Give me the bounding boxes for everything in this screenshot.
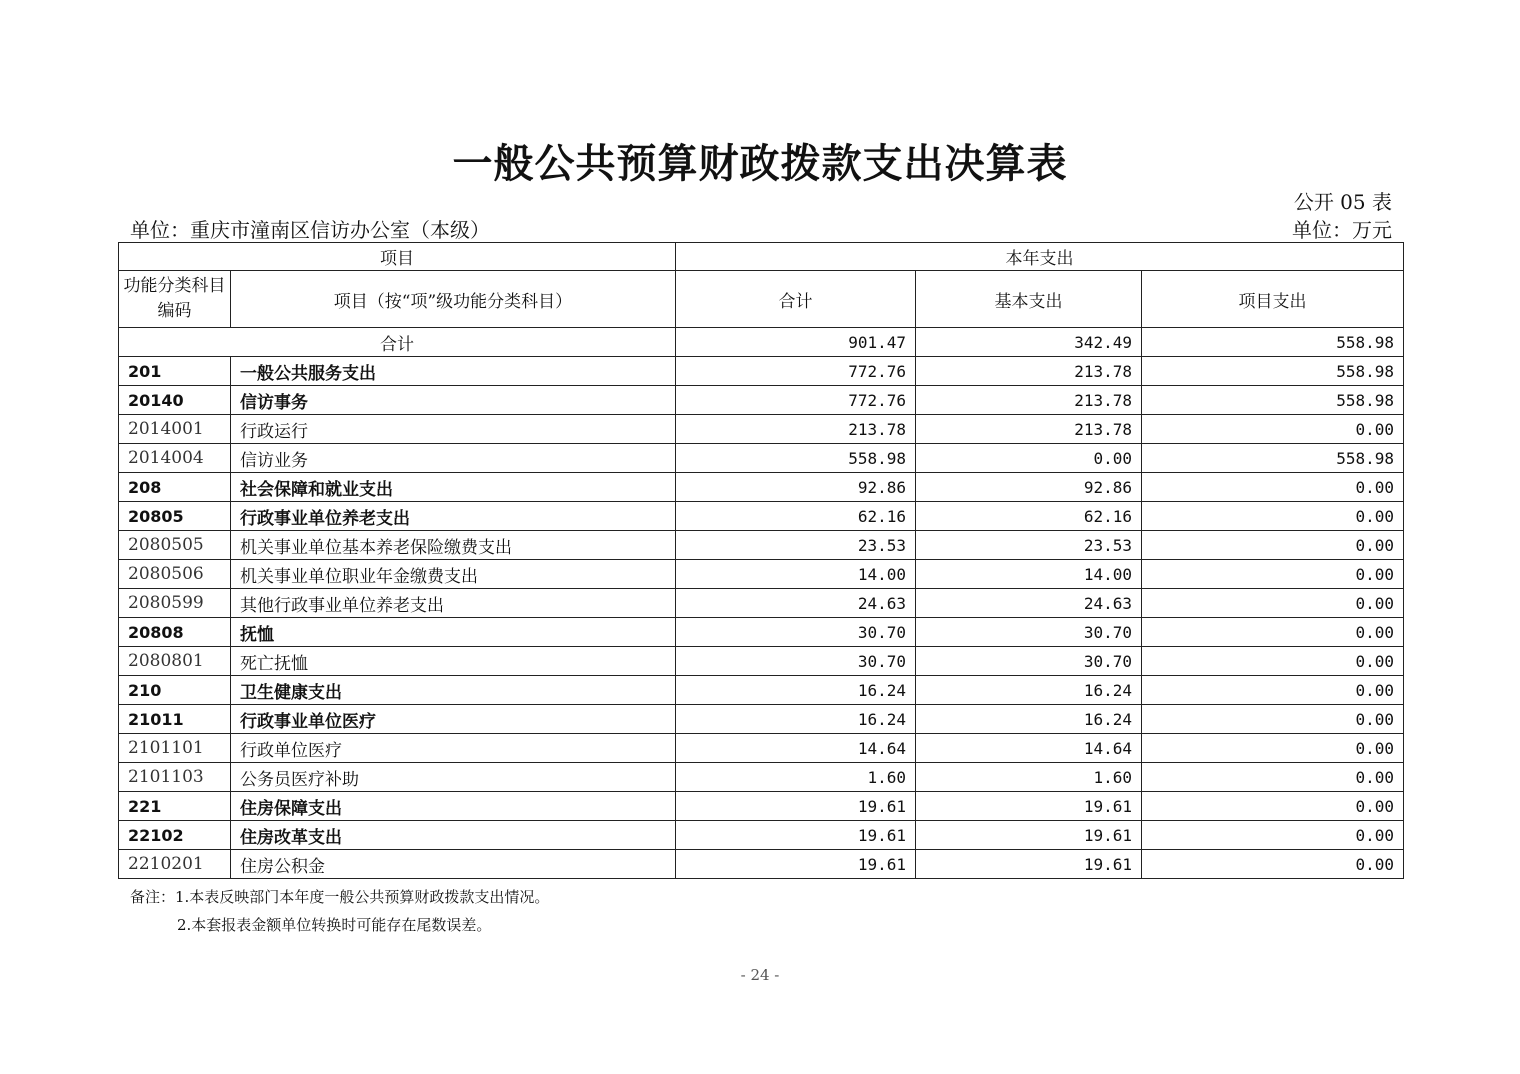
row-code: 2101101 [119, 734, 231, 763]
header-code: 功能分类科目编码 [119, 271, 231, 328]
table-row [119, 357, 1404, 386]
total-row [119, 328, 1404, 357]
note-1: 备注：1.本表反映部门本年度一般公共预算财政拨款支出情况。 [130, 888, 550, 906]
row-basic: 30.70 [916, 647, 1142, 676]
row-code: 2210201 [119, 850, 231, 879]
total-project: 558.98 [1142, 328, 1404, 357]
reporting-unit: 单位：重庆市潼南区信访办公室（本级） [130, 218, 490, 242]
row-basic: 92.86 [916, 473, 1142, 502]
table-row [119, 821, 1404, 850]
row-project: 558.98 [1142, 386, 1404, 415]
row-basic: 23.53 [916, 531, 1142, 560]
table-row [119, 415, 1404, 444]
header-name: 项目（按“项”级功能分类科目） [231, 271, 676, 328]
table-row [119, 850, 1404, 879]
table-row [119, 473, 1404, 502]
row-basic: 213.78 [916, 357, 1142, 386]
row-code: 2101103 [119, 763, 231, 792]
row-name: 社会保障和就业支出 [231, 473, 676, 502]
row-basic: 16.24 [916, 676, 1142, 705]
row-total: 30.70 [676, 618, 916, 647]
row-total: 16.24 [676, 705, 916, 734]
row-name: 行政单位医疗 [231, 734, 676, 763]
row-project: 0.00 [1142, 821, 1404, 850]
expenditure-table [118, 242, 1404, 879]
row-name: 抚恤 [231, 618, 676, 647]
row-total: 1.60 [676, 763, 916, 792]
table-row [119, 734, 1404, 763]
row-code: 221 [119, 792, 231, 821]
row-basic: 19.61 [916, 850, 1142, 879]
table-row [119, 386, 1404, 415]
row-basic: 14.00 [916, 560, 1142, 589]
table-row [119, 444, 1404, 473]
page-number: - 24 - [740, 966, 780, 984]
row-name: 卫生健康支出 [231, 676, 676, 705]
row-code: 20805 [119, 502, 231, 531]
row-total: 19.61 [676, 792, 916, 821]
row-total: 92.86 [676, 473, 916, 502]
header-expense-group: 本年支出 [676, 243, 1404, 271]
row-code: 20808 [119, 618, 231, 647]
row-name: 行政事业单位养老支出 [231, 502, 676, 531]
row-total: 772.76 [676, 357, 916, 386]
row-project: 0.00 [1142, 792, 1404, 821]
row-basic: 62.16 [916, 502, 1142, 531]
row-project: 0.00 [1142, 850, 1404, 879]
row-total: 19.61 [676, 850, 916, 879]
row-basic: 19.61 [916, 821, 1142, 850]
row-name: 住房保障支出 [231, 792, 676, 821]
currency-unit: 单位：万元 [1292, 218, 1392, 242]
row-basic: 1.60 [916, 763, 1142, 792]
header-project: 项目支出 [1142, 271, 1404, 328]
row-basic: 14.64 [916, 734, 1142, 763]
row-total: 19.61 [676, 821, 916, 850]
row-basic: 19.61 [916, 792, 1142, 821]
header-total: 合计 [676, 271, 916, 328]
row-basic: 213.78 [916, 415, 1142, 444]
row-code: 21011 [119, 705, 231, 734]
row-code: 2080506 [119, 560, 231, 589]
row-project: 0.00 [1142, 502, 1404, 531]
row-project: 0.00 [1142, 763, 1404, 792]
row-code: 20140 [119, 386, 231, 415]
table-row [119, 676, 1404, 705]
header-item-group: 项目 [119, 243, 676, 271]
row-name: 信访业务 [231, 444, 676, 473]
row-name: 行政事业单位医疗 [231, 705, 676, 734]
header-basic: 基本支出 [916, 271, 1142, 328]
row-name: 死亡抚恤 [231, 647, 676, 676]
table-row [119, 705, 1404, 734]
row-name: 机关事业单位基本养老保险缴费支出 [231, 531, 676, 560]
row-project: 0.00 [1142, 734, 1404, 763]
row-name: 行政运行 [231, 415, 676, 444]
row-name: 机关事业单位职业年金缴费支出 [231, 560, 676, 589]
row-project: 0.00 [1142, 531, 1404, 560]
row-total: 30.70 [676, 647, 916, 676]
row-project: 0.00 [1142, 705, 1404, 734]
row-code: 2080505 [119, 531, 231, 560]
row-code: 201 [119, 357, 231, 386]
row-name: 信访事务 [231, 386, 676, 415]
row-basic: 16.24 [916, 705, 1142, 734]
row-name: 公务员医疗补助 [231, 763, 676, 792]
table-row [119, 763, 1404, 792]
row-total: 213.78 [676, 415, 916, 444]
header-row-group [119, 243, 1404, 271]
table-row [119, 589, 1404, 618]
row-total: 14.00 [676, 560, 916, 589]
header-row-columns [119, 271, 1404, 328]
row-project: 0.00 [1142, 415, 1404, 444]
row-name: 住房改革支出 [231, 821, 676, 850]
table-row [119, 618, 1404, 647]
row-project: 558.98 [1142, 357, 1404, 386]
row-name: 住房公积金 [231, 850, 676, 879]
note-2: 2.本套报表金额单位转换时可能存在尾数误差。 [177, 916, 492, 934]
row-basic: 24.63 [916, 589, 1142, 618]
form-number: 公开 05 表 [1293, 190, 1392, 214]
row-project: 0.00 [1142, 473, 1404, 502]
row-total: 23.53 [676, 531, 916, 560]
row-project: 0.00 [1142, 647, 1404, 676]
page-title: 一般公共预算财政拨款支出决算表 [452, 140, 1068, 187]
row-name: 其他行政事业单位养老支出 [231, 589, 676, 618]
row-project: 0.00 [1142, 676, 1404, 705]
row-project: 558.98 [1142, 444, 1404, 473]
row-code: 210 [119, 676, 231, 705]
row-code: 2080801 [119, 647, 231, 676]
row-basic: 0.00 [916, 444, 1142, 473]
table-row [119, 560, 1404, 589]
row-total: 14.64 [676, 734, 916, 763]
table-row [119, 531, 1404, 560]
row-total: 62.16 [676, 502, 916, 531]
total-basic: 342.49 [916, 328, 1142, 357]
table-row [119, 792, 1404, 821]
row-code: 2014001 [119, 415, 231, 444]
row-total: 772.76 [676, 386, 916, 415]
row-total: 16.24 [676, 676, 916, 705]
table-row [119, 647, 1404, 676]
total-amount: 901.47 [676, 328, 916, 357]
row-project: 0.00 [1142, 560, 1404, 589]
row-total: 558.98 [676, 444, 916, 473]
total-label: 合计 [119, 328, 676, 357]
row-basic: 213.78 [916, 386, 1142, 415]
row-code: 22102 [119, 821, 231, 850]
table-row [119, 502, 1404, 531]
row-code: 2080599 [119, 589, 231, 618]
row-name: 一般公共服务支出 [231, 357, 676, 386]
row-total: 24.63 [676, 589, 916, 618]
row-basic: 30.70 [916, 618, 1142, 647]
row-project: 0.00 [1142, 589, 1404, 618]
row-code: 208 [119, 473, 231, 502]
row-project: 0.00 [1142, 618, 1404, 647]
row-code: 2014004 [119, 444, 231, 473]
